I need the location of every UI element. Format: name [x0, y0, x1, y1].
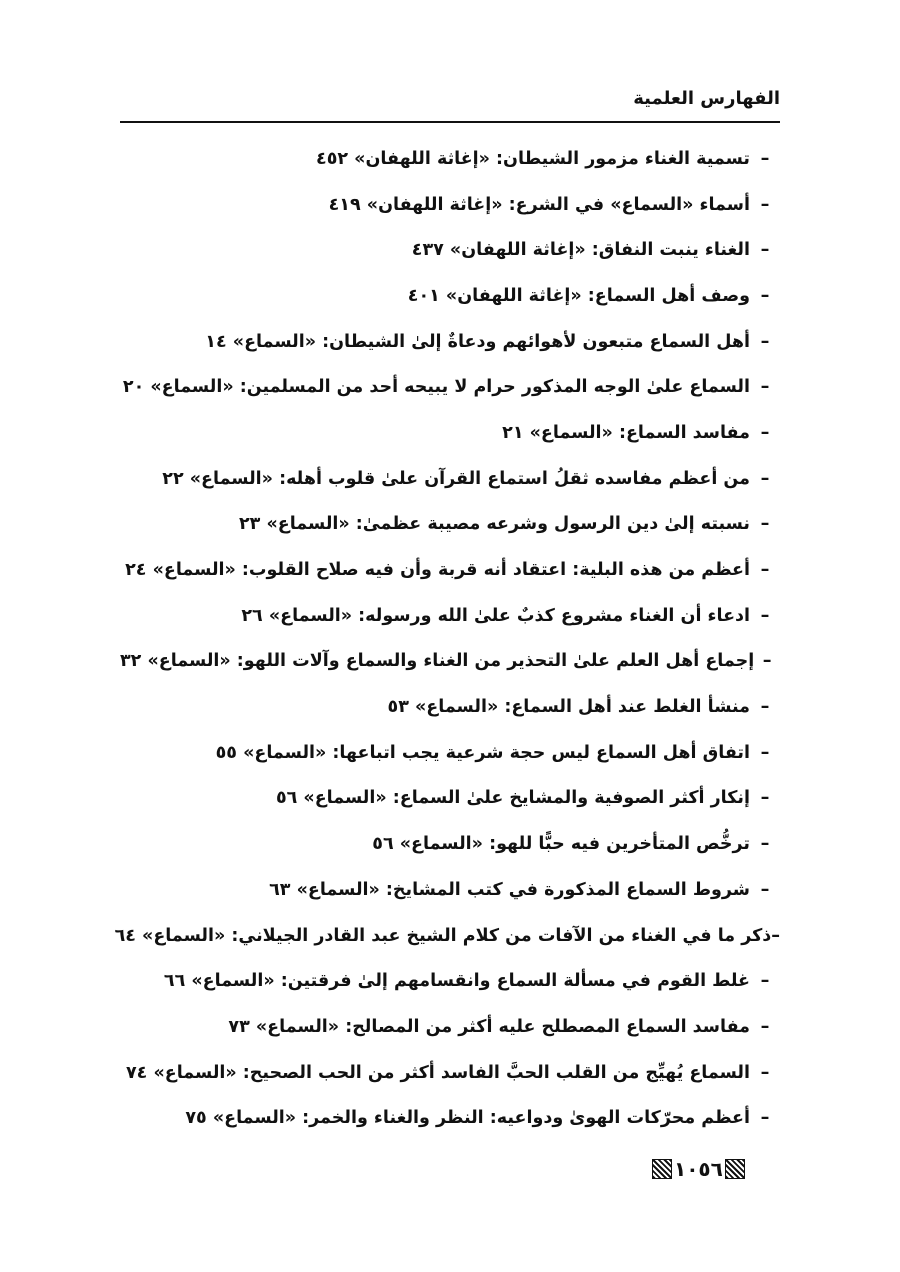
index-entry	[120, 364, 780, 410]
page-footer	[652, 1157, 745, 1181]
index-entry	[120, 821, 780, 867]
index-entry	[120, 1050, 780, 1096]
entry-dash: –	[760, 514, 770, 535]
entry-dash: –	[760, 148, 770, 169]
entry-text: ادعاء أن الغناء مشروع كذبٌ علىٰ الله ورسوله: «السماع» ٢٦	[241, 605, 750, 626]
page-number: ١٠٥٦	[674, 1157, 723, 1181]
index-entry	[120, 867, 780, 913]
entry-text: غلط القوم في مسألة السماع وانقسامهم إلىٰ فرقتين: «السماع» ٦٦	[163, 971, 750, 992]
entry-text: السماع علىٰ الوجه المذكور حرام لا يبيحه أحد من المسلمين: «السماع» ٢٠	[122, 377, 750, 398]
entry-dash: –	[760, 468, 770, 489]
entry-dash: –	[760, 879, 770, 900]
index-entry	[120, 547, 780, 593]
index-entries-list	[114, 136, 780, 1141]
index-entry	[120, 1004, 780, 1050]
index-entry	[120, 593, 780, 639]
index-entry	[120, 182, 780, 228]
index-entry	[120, 456, 780, 502]
index-entry	[120, 319, 780, 365]
entry-text: مفاسد السماع المصطلح عليه أكثر من المصالح: «السماع» ٧٣	[228, 1016, 750, 1037]
index-entry	[120, 502, 780, 548]
entry-dash: –	[760, 194, 770, 215]
index-entry	[120, 639, 780, 685]
ornament-left-icon	[652, 1159, 672, 1179]
entry-text: أعظم محرّكات الهوىٰ ودواعيه: النظر والغناء والخمر: «السماع» ٧٥	[185, 1108, 750, 1129]
entry-dash: –	[762, 651, 772, 672]
entry-text: إجماع أهل العلم علىٰ التحذير من الغناء والسماع وآلات اللهو: «السماع» ٣٢	[120, 651, 755, 672]
entry-dash: –	[760, 560, 770, 581]
entry-text: ذكر ما في الغناء من الآفات من كلام الشيخ عبد القادر الجيلاني: «السماع» ٦٤	[114, 925, 772, 946]
entry-text: أعظم من هذه البلية: اعتقاد أنه قربة وأن فيه صلاح القلوب: «السماع» ٢٤	[125, 560, 750, 581]
entry-text: اتفاق أهل السماع ليس حجة شرعية يجب اتباعها: «السماع» ٥٥	[215, 742, 750, 763]
entry-dash: –	[760, 1108, 770, 1129]
header-rule	[120, 121, 780, 123]
ornament-right-icon	[725, 1159, 745, 1179]
entry-text: شروط السماع المذكورة في كتب المشايخ: «السماع» ٦٣	[269, 879, 750, 900]
index-entry	[120, 227, 780, 273]
entry-text: تسمية الغناء مزمور الشيطان: «إغاثة اللهفان» ٤٥٢	[316, 148, 750, 169]
entry-dash: –	[760, 742, 770, 763]
index-entry	[120, 410, 780, 456]
entry-text: أهل السماع متبعون لأهوائهم ودعاةٌ إلىٰ الشيطان: «السماع» ١٤	[205, 331, 750, 352]
index-entry	[120, 958, 780, 1004]
entry-dash: –	[760, 1016, 770, 1037]
entry-dash: –	[760, 971, 770, 992]
entry-text: مفاسد السماع: «السماع» ٢١	[502, 422, 750, 443]
entry-dash: –	[760, 331, 770, 352]
entry-dash: –	[760, 377, 770, 398]
running-head-title: الفهارس العلمية	[633, 88, 780, 109]
entry-dash: –	[760, 834, 770, 855]
entry-dash: –	[760, 605, 770, 626]
entry-text: ترخُّص المتأخرين فيه حبًّا للهو: «السماع» ٥٦	[372, 834, 750, 855]
entry-text: السماع يُهيِّج من القلب الحبَّ الفاسد أكثر من الحب الصحيح: «السماع» ٧٤	[125, 1062, 750, 1083]
entry-text: منشأ الغلط عند أهل السماع: «السماع» ٥٣	[387, 697, 750, 718]
entry-text: إنكار أكثر الصوفية والمشايخ علىٰ السماع: «السماع» ٥٦	[275, 788, 750, 809]
entry-dash: –	[760, 697, 770, 718]
index-entry	[120, 730, 780, 776]
entry-dash: –	[760, 240, 770, 261]
index-entry	[120, 776, 780, 822]
entry-text: من أعظم مفاسده ثقلُ استماع القرآن علىٰ قلوب أهله: «السماع» ٢٢	[162, 468, 750, 489]
entry-dash: –	[760, 422, 770, 443]
index-entry	[114, 913, 780, 959]
entry-dash: –	[760, 285, 770, 306]
entry-text: الغناء ينبت النفاق: «إغاثة اللهفان» ٤٣٧	[411, 240, 750, 261]
entry-dash: –	[760, 1062, 770, 1083]
entry-text: نسبته إلىٰ دين الرسول وشرعه مصيبة عظمىٰ: «السماع» ٢٣	[239, 514, 750, 535]
index-entry	[120, 273, 780, 319]
index-entry	[120, 136, 780, 182]
entry-text: وصف أهل السماع: «إغاثة اللهفان» ٤٠١	[407, 285, 750, 306]
index-entry	[120, 684, 780, 730]
entry-dash: –	[760, 788, 770, 809]
entry-text: أسماء «السماع» في الشرع: «إغاثة اللهفان» ٤١٩	[328, 194, 750, 215]
entry-dash: –	[771, 925, 780, 946]
index-entry	[120, 1095, 780, 1141]
